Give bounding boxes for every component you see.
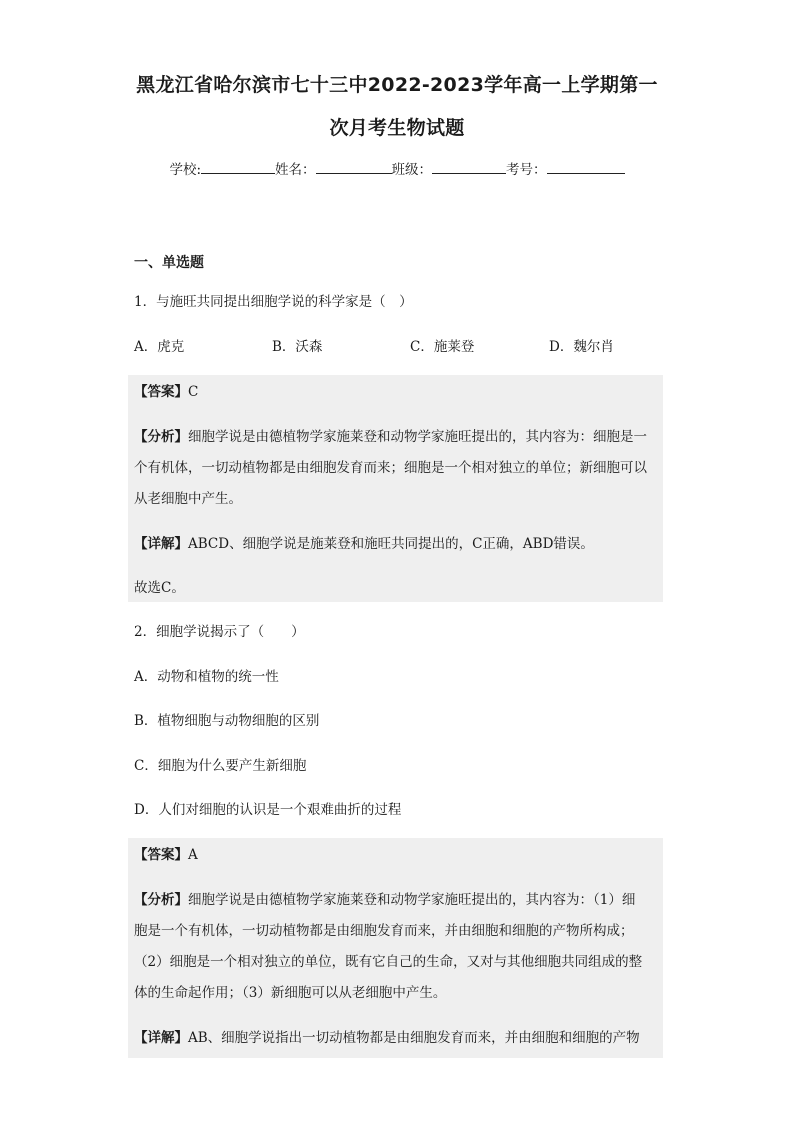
question-2-stem: 2．细胞学说揭示了（ ） — [134, 624, 305, 640]
q2-analysis-line-3: （2）细胞是一个相对独立的单位，既有它自己的生命，又对与其他细胞共同组成的整 — [134, 954, 643, 970]
q1-analysis-line-3: 从老细胞中产生。 — [134, 491, 242, 507]
q2-analysis-tag: 【分析】 — [134, 892, 188, 908]
q1-conclusion: 故选C。 — [134, 580, 185, 596]
class-label: 班级： — [391, 162, 433, 178]
q1-answer — [134, 382, 658, 402]
school-label: 学校: — [169, 162, 202, 178]
q1-option-a: A．虎克 — [134, 339, 185, 355]
q1-answer-tag: 【答案】 — [134, 384, 188, 400]
q2-detail-text: AB、细胞学说指出一切动植物都是由细胞发育而来，并由细胞和细胞的产物 — [188, 1030, 640, 1046]
number-label: 考号： — [506, 162, 547, 178]
q2-option-d: D．人们对细胞的认识是一个艰难曲折的过程 — [134, 802, 402, 818]
q1-analysis-tag: 【分析】 — [134, 429, 188, 445]
q1-analysis-text-1: 细胞学说是由德植物学家施莱登和动物学家施旺提出的，其内容为：细胞是一 — [188, 429, 647, 445]
page-title-line-2: 次月考生物试题 — [329, 117, 465, 139]
q1-option-c: C．施莱登 — [410, 339, 475, 355]
page-title-line-1: 黑龙江省哈尔滨市七十三中2022-2023学年高一上学期第一 — [136, 74, 658, 96]
q2-answer-value: A — [188, 847, 198, 863]
q2-answer — [134, 845, 658, 865]
q2-detail — [134, 1028, 658, 1048]
q2-option-b: B．植物细胞与动物细胞的区别 — [134, 713, 320, 729]
q2-option-c: C．细胞为什么要产生新细胞 — [134, 758, 307, 774]
q1-detail-tag: 【详解】 — [134, 536, 188, 552]
q2-analysis-line-1 — [134, 890, 658, 910]
number-blank — [547, 173, 625, 174]
q2-detail-tag: 【详解】 — [134, 1030, 188, 1046]
q2-option-a: A．动物和植物的统一性 — [134, 669, 279, 685]
class-blank — [432, 173, 506, 174]
q1-detail-text: ABCD、细胞学说是施莱登和施旺共同提出的，C正确，ABD错误。 — [188, 536, 594, 552]
q1-option-b: B．沃森 — [272, 339, 323, 355]
school-blank — [201, 173, 275, 174]
student-info-row — [0, 158, 794, 178]
section-heading: 一、单选题 — [134, 255, 204, 271]
q1-answer-value: C — [188, 384, 199, 400]
q1-analysis-line-2: 个有机体，一切动植物都是由细胞发育而来；细胞是一个相对独立的单位；新细胞可以 — [134, 460, 647, 476]
q1-analysis-line-1 — [134, 427, 658, 447]
q2-answer-tag: 【答案】 — [134, 847, 188, 863]
name-blank — [316, 173, 392, 174]
q2-analysis-text-1: 细胞学说是由德植物学家施莱登和动物学家施旺提出的，其内容为：（1）细 — [188, 892, 636, 908]
q2-analysis-line-4: 体的生命起作用；（3）新细胞可以从老细胞中产生。 — [134, 985, 447, 1001]
q2-answer-box — [128, 838, 663, 1058]
question-1-stem: 1．与施旺共同提出细胞学说的科学家是（ ） — [134, 294, 413, 310]
q1-detail — [134, 534, 658, 554]
name-label: 姓名： — [275, 162, 316, 178]
q1-option-d: D．魏尔肖 — [549, 339, 614, 355]
q2-analysis-line-2: 胞是一个有机体，一切动植物都是由细胞发育而来，并由细胞和细胞的产物所构成； — [134, 923, 634, 939]
